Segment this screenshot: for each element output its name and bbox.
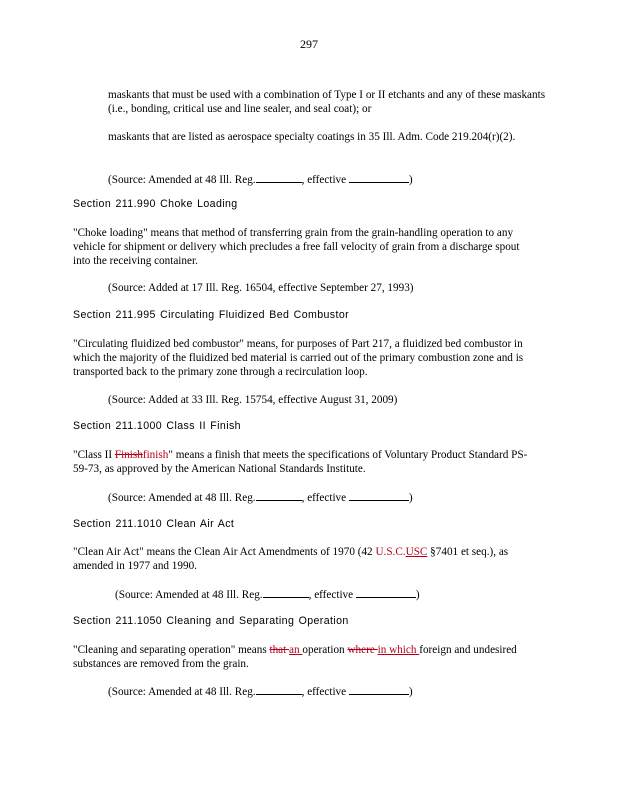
source-text: (Source: Amended at 48 Ill. Reg. <box>115 589 263 601</box>
source-text: ) <box>408 174 413 186</box>
section-heading: Section 211.1010 Clean Air Act <box>73 518 235 530</box>
blank-line <box>349 172 409 183</box>
source-text: , effective <box>301 686 347 698</box>
deleted-text: where <box>347 644 378 656</box>
deleted-text: Finish <box>114 449 143 461</box>
source-text: , effective <box>301 492 347 504</box>
body-text: "Clean Air Act" means the Clean Air Act Amendments of 1970 (42 <box>73 546 376 558</box>
blank-line <box>256 490 302 501</box>
inserted-text: USC <box>405 546 428 558</box>
source-text: ) <box>408 686 413 698</box>
section-body <box>73 545 543 573</box>
source-note: (Source: Added at 33 Ill. Reg. 15754, effective August 31, 2009) <box>108 394 398 406</box>
section-body: "Choke loading" means that method of transferring grain from the grain-handling operation to any vehicle for shipment or delivery which precludes a free fall velocity of grain from a discharge spout into the receiving container. <box>73 227 520 267</box>
source-text: ) <box>408 492 413 504</box>
section-heading: Section 211.995 Circulating Fluidized Bed Combustor <box>73 309 350 321</box>
body-text: "Class II <box>73 449 115 461</box>
source-note: (Source: Added at 17 Ill. Reg. 16504, effective September 27, 1993) <box>108 282 414 294</box>
maskant-item-1: maskants that must be used with a combination of Type I or II etchants and any of these maskants (i.e., bonding, critical use and line sealer, and seal coat); or <box>108 89 546 115</box>
source-text: , effective <box>301 174 347 186</box>
blank-line <box>256 172 302 183</box>
source-text: (Source: Amended at 48 Ill. Reg. <box>108 174 256 186</box>
inserted-text: an <box>289 644 303 656</box>
blank-line <box>356 587 416 598</box>
source-text: ) <box>415 589 420 601</box>
source-note <box>108 684 528 699</box>
inserted-text: in which <box>377 644 420 656</box>
inserted-text: finish <box>142 449 169 461</box>
body-text: "Cleaning and separating operation" means <box>73 644 270 656</box>
section-heading: Section 211.1050 Cleaning and Separating Operation <box>73 615 349 627</box>
source-text: (Source: Amended at 48 Ill. Reg. <box>108 686 256 698</box>
source-note-1 <box>108 172 528 187</box>
body-text: " means a finish that meets the specifications of Voluntary Product Standard PS-59-73, as approved by the American National Standards Institute. <box>73 449 528 475</box>
source-note <box>115 587 535 602</box>
deleted-text: U.S.C. <box>375 546 406 558</box>
source-text: (Source: Amended at 48 Ill. Reg. <box>108 492 256 504</box>
section-heading: Section 211.990 Choke Loading <box>73 198 238 210</box>
body-text: foreign and undesired substances are removed from the grain. <box>73 644 517 670</box>
source-note <box>108 490 528 505</box>
section-body <box>73 643 533 671</box>
page-number: 297 <box>300 37 318 51</box>
blank-line <box>256 684 302 695</box>
blank-line <box>263 587 309 598</box>
deleted-text: that <box>269 644 290 656</box>
maskant-item-2: maskants that are listed as aerospace specialty coatings in 35 Ill. Adm. Code 219.204(r)(2). <box>108 131 516 143</box>
source-text: , effective <box>308 589 354 601</box>
section-heading: Section 211.1000 Class II Finish <box>73 420 241 432</box>
body-text: operation <box>302 644 348 656</box>
section-body <box>73 448 528 476</box>
section-body: "Circulating fluidized bed combustor" means, for purposes of Part 217, a fluidized bed combustor in which the majority of the fluidized bed material is carried out of the primary combustion zone and is transported back to the primary zone through a recirculation loop. <box>73 338 524 378</box>
body-text: §7401 et seq.), as amended in 1977 and 1990. <box>73 546 509 572</box>
blank-line <box>349 684 409 695</box>
blank-line <box>349 490 409 501</box>
